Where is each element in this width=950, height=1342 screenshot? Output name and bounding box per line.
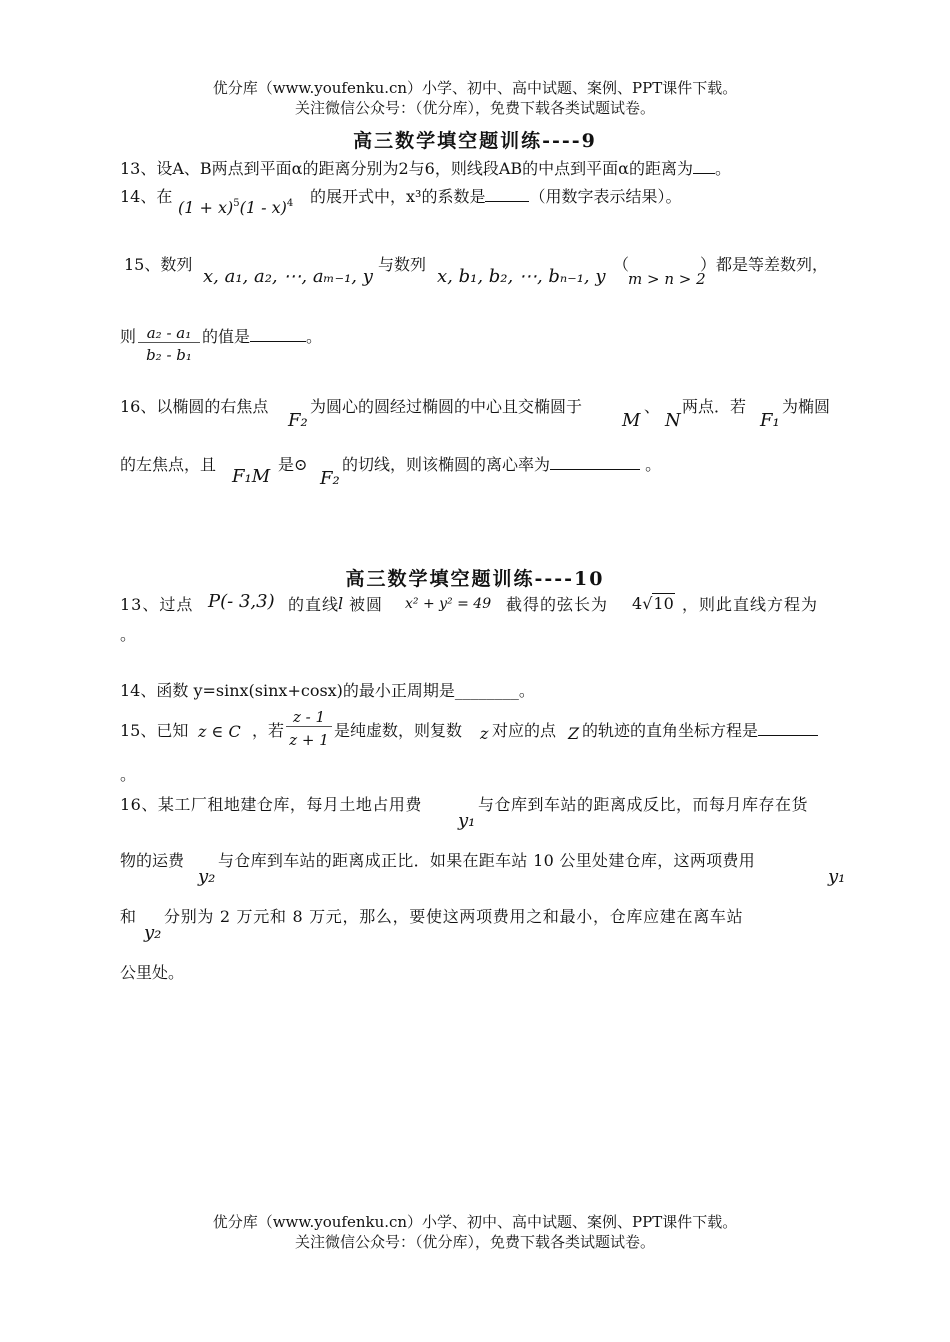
s9-q16-line2-c: 的切线，则该椭圆的离心率为 bbox=[342, 455, 551, 474]
exp-1: 5 bbox=[233, 198, 240, 209]
s10-q15-a: 15、已知 bbox=[120, 721, 189, 740]
s9-q14-expression bbox=[178, 198, 293, 217]
s10-q13-b: 的直线 bbox=[288, 595, 340, 614]
s10-q13-P: P(- 3,3) bbox=[208, 591, 275, 612]
s9-question-13 bbox=[120, 158, 731, 180]
s9-question-14 bbox=[120, 186, 172, 208]
fraction-denominator: b₂ - b₁ bbox=[146, 346, 192, 364]
s9-q15-seq2: x, b₁, b₂, ⋯, bₙ₋₁, y bbox=[437, 266, 606, 287]
answer-blank bbox=[693, 159, 715, 174]
s9-q13-text: 13、设A、B两点到平面α的距离分别为2与6，则线段AB的中点到平面α的距离为 bbox=[120, 159, 693, 178]
s9-q15-mid: 与数列 bbox=[378, 255, 427, 274]
s10-q15-fraction bbox=[286, 708, 332, 749]
s10-question-14: 14、函数 y=sinx(sinx+cosx)的最小正周期是________。 bbox=[120, 681, 535, 700]
s10-q13-a: 13、过点 bbox=[120, 595, 194, 614]
s10-q15-c: 是纯虚数，则复数 bbox=[334, 721, 463, 740]
header-line-1: 优分库（www.youfenku.cn）小学、初中、高中试题、案例、PPT课件下载。 bbox=[212, 79, 738, 97]
s9-q16-line2-a: 的左焦点，且 bbox=[120, 455, 217, 474]
s10-q15-e-wrap bbox=[582, 720, 818, 742]
s9-q15-period: 。 bbox=[306, 327, 323, 346]
s10-q15-period: 。 bbox=[120, 765, 137, 784]
s10-q15-z1: z bbox=[480, 724, 489, 743]
s9-q15-fraction bbox=[138, 324, 200, 364]
answer-blank bbox=[485, 187, 529, 202]
fraction-numerator: a₂ - a₁ bbox=[138, 324, 200, 343]
s9-q15-line2-pre: 则 bbox=[120, 327, 137, 346]
expr-2: (1 - x) bbox=[239, 198, 287, 217]
s9-q16-N: N bbox=[665, 410, 681, 431]
s10-q16-line3-b: 分别为 2 万元和 8 万元，那么，要使这两项费用之和最小，仓库应建在离车站 bbox=[164, 907, 744, 926]
s10-q16-line3-a: 和 bbox=[120, 907, 137, 926]
s10-q16-line2-a: 物的运费 bbox=[120, 851, 185, 870]
footer-line-1: 优分库（www.youfenku.cn）小学、初中、高中试题、案例、PPT课件下载。 bbox=[212, 1213, 738, 1231]
s10-q13-period: 。 bbox=[120, 625, 137, 644]
s10-q13-e: ，则此直线方程为 bbox=[682, 595, 819, 614]
s9-q16-line2-b: 是⊙ bbox=[278, 455, 308, 474]
expr-1: (1 + x) bbox=[178, 198, 234, 217]
s10-q15-z2: Z bbox=[568, 724, 580, 743]
s9-q16-sep: 、 bbox=[644, 397, 661, 416]
s10-q16-line4: 公里处。 bbox=[120, 963, 185, 982]
s10-q13-l: l bbox=[338, 594, 344, 613]
s9-q16-end: 。 bbox=[645, 455, 662, 474]
sqrt-coefficient: 4 bbox=[632, 594, 643, 613]
s9-q16-F2: F₂ bbox=[288, 410, 308, 431]
s9-q16-b: 为圆心的圆经过椭圆的中心且交椭圆于 bbox=[310, 397, 583, 416]
s9-q13-end: 。 bbox=[714, 159, 731, 178]
s9-q14-mid: 的展开式中，x³的系数是 bbox=[310, 187, 486, 206]
footer-line-2: 关注微信公众号：（优分库），免费下载各类试题试卷。 bbox=[294, 1233, 655, 1251]
answer-blank bbox=[250, 327, 306, 342]
s9-q15-seq1: x, a₁, a₂, ⋯, aₘ₋₁, y bbox=[203, 266, 373, 287]
s9-q15-end: ）都是等差数列， bbox=[700, 255, 829, 274]
s10-q16-y2b: y₂ bbox=[144, 922, 162, 943]
s10-q16-y1: y₁ bbox=[458, 810, 476, 831]
section-10-title: 高三数学填空题训练----10 bbox=[345, 568, 605, 590]
s10-q13-circle: x² + y² = 49 bbox=[405, 596, 492, 612]
s9-q14-end: （用数字表示结果）。 bbox=[529, 187, 682, 206]
s9-q15-pre: 15、数列 bbox=[124, 255, 193, 274]
s10-q16-b: 与仓库到车站的距离成反比，而每月库存在货 bbox=[478, 795, 809, 814]
s9-q14-pre: 14、在 bbox=[120, 187, 173, 206]
s10-q15-e: 的轨迹的直角坐标方程是 bbox=[582, 721, 759, 740]
s10-q13-c: 被圆 bbox=[349, 595, 384, 614]
s9-q15-line2-rest bbox=[202, 326, 322, 348]
s10-q16-line2-b: 与仓库到车站的距离成正比．如果在距车站 10 公里处建仓库，这两项费用 bbox=[218, 851, 756, 870]
s9-q16-c: 两点．若 bbox=[682, 397, 747, 416]
s10-q15-b: ，若 bbox=[252, 721, 285, 740]
s10-q15-d: 对应的点 bbox=[492, 721, 557, 740]
s9-q16-line2-rest bbox=[342, 454, 661, 476]
s10-q16-a: 16、某工厂租地建仓库，每月土地占用费 bbox=[120, 795, 422, 814]
s9-q16-d: 为椭圆 bbox=[782, 397, 831, 416]
s9-q16-F1: F₁ bbox=[760, 410, 780, 431]
s9-q16-a: 16、以椭圆的右焦点 bbox=[120, 397, 269, 416]
s9-q15-cond-open: （ bbox=[613, 255, 630, 274]
header-line-2: 关注微信公众号：（优分库），免费下载各类试题试卷。 bbox=[294, 99, 655, 117]
fraction-numerator: z - 1 bbox=[286, 708, 332, 727]
s9-q15-line2-end: 的值是 bbox=[202, 327, 251, 346]
sqrt-radicand: 10 bbox=[653, 594, 674, 613]
fraction-denominator: z + 1 bbox=[289, 731, 329, 749]
s10-q13-length: 4√10 bbox=[632, 594, 674, 613]
s9-q16-M: M bbox=[622, 410, 641, 431]
s10-q16-y2: y₂ bbox=[198, 866, 216, 887]
s10-q16-y1b: y₁ bbox=[828, 866, 846, 887]
s9-q15-condition: m > n > 2 bbox=[628, 270, 706, 288]
s10-q13-d: 截得的弦长为 bbox=[506, 595, 609, 614]
answer-blank bbox=[550, 455, 640, 470]
answer-blank bbox=[758, 721, 818, 736]
section-9-title: 高三数学填空题训练----9 bbox=[353, 130, 597, 152]
exp-2: 4 bbox=[286, 198, 294, 209]
s9-q16-F1M: F₁M bbox=[232, 466, 271, 487]
s10-q15-zC: z ∈ C bbox=[198, 722, 241, 741]
s9-q16-F2b: F₂ bbox=[320, 468, 340, 489]
s9-q14-rest bbox=[310, 186, 681, 208]
